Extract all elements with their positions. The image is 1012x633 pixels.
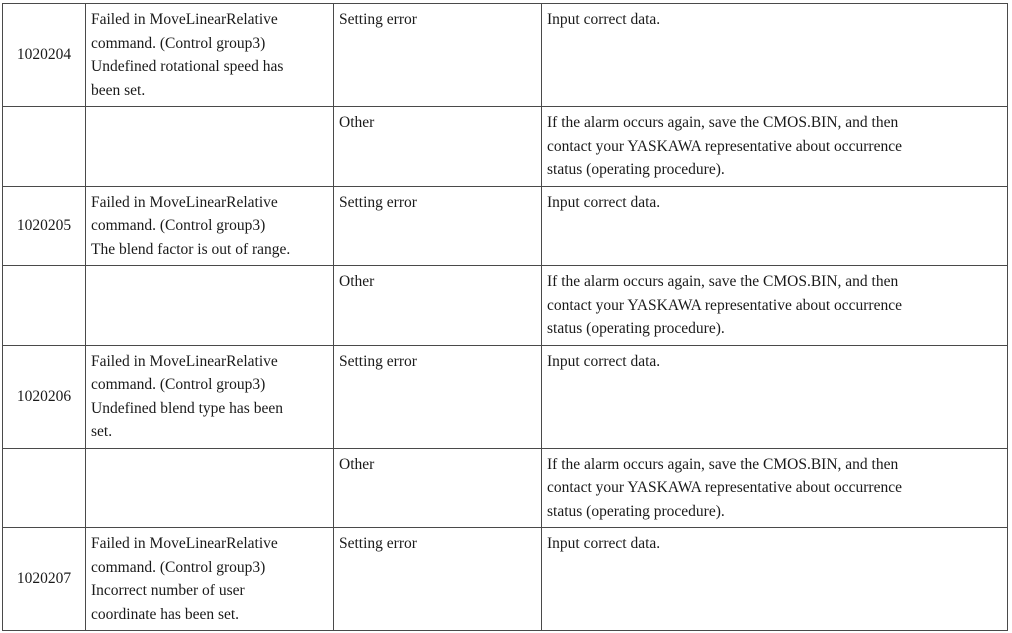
remedy-line: Input correct data.: [547, 11, 661, 28]
table-row: [3, 4, 1008, 107]
table-row: [3, 107, 1008, 187]
remedy-line: If the alarm occurs again, save the CMOS.BIN, and then: [547, 455, 899, 473]
alarm-code-cell: [3, 345, 86, 448]
meaning-cell: [86, 186, 334, 266]
meaning-line: Incorrect number of user: [91, 582, 245, 599]
cause-cell: [334, 528, 542, 631]
remedy-line: status (operating procedure).: [547, 161, 725, 178]
alarm-code-cell: [3, 186, 86, 266]
meaning-line: Failed in MoveLinearRelative: [91, 11, 278, 28]
meaning-cell: [86, 448, 334, 528]
meaning-line: Failed in MoveLinearRelative: [91, 352, 278, 370]
cause-text: Other: [339, 273, 375, 290]
cause-text: Setting error: [339, 193, 417, 211]
alarm-code-cell: [3, 266, 86, 346]
cause-cell: [334, 448, 542, 528]
alarm-code: 1020207: [16, 570, 72, 588]
remedy-line: Input correct data.: [547, 193, 661, 211]
remedy-line: contact your YASKAWA representative about occurrence: [547, 479, 902, 496]
meaning-cell: [86, 107, 334, 187]
meaning-line: command. (Control group3): [91, 217, 266, 234]
meaning-line: coordinate has been set.: [91, 605, 240, 623]
table-row: [3, 345, 1008, 448]
remedy-line: contact your YASKAWA representative about occurrence: [547, 137, 902, 155]
cause-text: Other: [339, 455, 375, 473]
cause-cell: [334, 107, 542, 187]
meaning-line: Failed in MoveLinearRelative: [91, 193, 278, 211]
remedy-cell: [542, 4, 1008, 107]
cause-text: Setting error: [339, 535, 417, 552]
alarm-code: 1020204: [16, 46, 72, 64]
remedy-line: Input correct data.: [547, 352, 661, 370]
alarm-code: 1020205: [16, 217, 72, 234]
remedy-cell: [542, 266, 1008, 346]
alarm-code-cell: [3, 528, 86, 631]
cause-text: Other: [339, 114, 375, 131]
table-row: [3, 186, 1008, 266]
meaning-line: The blend factor is out of range.: [91, 240, 291, 258]
remedy-line: Input correct data.: [547, 535, 661, 552]
remedy-line: status (operating procedure).: [547, 502, 725, 520]
table-row: [3, 528, 1008, 631]
meaning-line: command. (Control group3): [91, 558, 266, 576]
alarm-code-cell: [3, 4, 86, 107]
meaning-cell: [86, 266, 334, 346]
cause-text: Setting error: [339, 352, 417, 370]
meaning-cell: [86, 345, 334, 448]
remedy-line: If the alarm occurs again, save the CMOS.BIN, and then: [547, 114, 899, 131]
remedy-line: contact your YASKAWA representative about occurrence: [547, 296, 902, 314]
meaning-line: set.: [91, 423, 113, 440]
meaning-line: Undefined blend type has been: [91, 399, 283, 417]
meaning-line: command. (Control group3): [91, 34, 266, 52]
alarm-code: 1020206: [16, 387, 72, 405]
cause-cell: [334, 266, 542, 346]
cause-text: Setting error: [339, 11, 417, 28]
meaning-line: been set.: [91, 81, 146, 99]
table-row: [3, 448, 1008, 528]
meaning-line: Failed in MoveLinearRelative: [91, 535, 278, 552]
alarm-code-cell: [3, 107, 86, 187]
remedy-cell: [542, 186, 1008, 266]
remedy-cell: [542, 345, 1008, 448]
alarm-table: [2, 3, 1008, 631]
cause-cell: [334, 4, 542, 107]
meaning-line: command. (Control group3): [91, 376, 266, 393]
cause-cell: [334, 186, 542, 266]
remedy-line: If the alarm occurs again, save the CMOS.BIN, and then: [547, 273, 899, 290]
meaning-cell: [86, 4, 334, 107]
meaning-line: Undefined rotational speed has: [91, 58, 284, 75]
cause-cell: [334, 345, 542, 448]
remedy-cell: [542, 448, 1008, 528]
remedy-cell: [542, 528, 1008, 631]
meaning-cell: [86, 528, 334, 631]
table-row: [3, 266, 1008, 346]
remedy-cell: [542, 107, 1008, 187]
remedy-line: status (operating procedure).: [547, 320, 725, 337]
alarm-code-cell: [3, 448, 86, 528]
